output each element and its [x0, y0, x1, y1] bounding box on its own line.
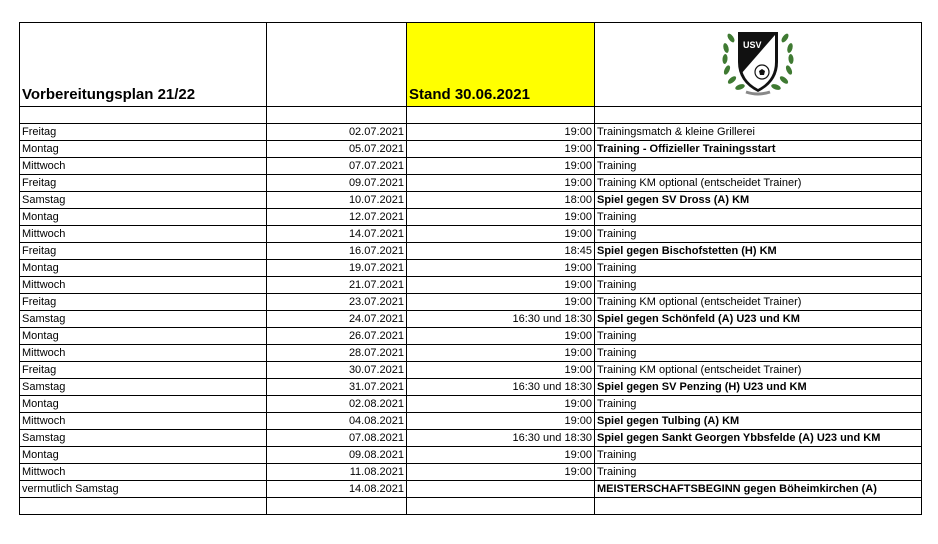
day-cell: Montag — [20, 260, 267, 277]
blank-cell — [595, 498, 922, 515]
table-row — [20, 362, 922, 379]
date-cell: 14.08.2021 — [267, 481, 407, 498]
club-logo-icon — [718, 24, 798, 100]
event-cell: Trainingsmatch & kleine Grillerei — [595, 124, 922, 141]
date-cell: 23.07.2021 — [267, 294, 407, 311]
event-cell: Training KM optional (entscheidet Trainer) — [595, 175, 922, 192]
table-row — [20, 192, 922, 209]
date-cell: 19.07.2021 — [267, 260, 407, 277]
day-cell: Freitag — [20, 362, 267, 379]
event-cell: Training — [595, 209, 922, 226]
event-cell: Spiel gegen SV Penzing (H) U23 und KM — [595, 379, 922, 396]
event-cell: Training - Offizieller Trainingsstart — [595, 141, 922, 158]
table-row — [20, 260, 922, 277]
plan-title: Vorbereitungsplan 21/22 — [20, 23, 267, 107]
date-cell: 28.07.2021 — [267, 345, 407, 362]
time-cell: 19:00 — [407, 362, 595, 379]
day-cell: Samstag — [20, 430, 267, 447]
day-cell: Mittwoch — [20, 158, 267, 175]
event-cell: MEISTERSCHAFTSBEGINN gegen Böheimkirchen (A) — [595, 481, 922, 498]
time-cell: 16:30 und 18:30 — [407, 311, 595, 328]
time-cell: 19:00 — [407, 124, 595, 141]
table-row — [20, 413, 922, 430]
date-cell: 09.08.2021 — [267, 447, 407, 464]
time-cell: 16:30 und 18:30 — [407, 379, 595, 396]
schedule-table — [19, 22, 922, 515]
date-cell: 21.07.2021 — [267, 277, 407, 294]
day-cell: Mittwoch — [20, 345, 267, 362]
svg-text:USV: USV — [743, 39, 762, 50]
blank-cell — [20, 107, 267, 124]
table-row — [20, 277, 922, 294]
header-empty-cell — [267, 23, 407, 107]
table-row — [20, 209, 922, 226]
event-cell: Training — [595, 396, 922, 413]
blank-cell — [267, 498, 407, 515]
day-cell: Samstag — [20, 192, 267, 209]
table-row — [20, 311, 922, 328]
time-cell: 19:00 — [407, 141, 595, 158]
time-cell: 19:00 — [407, 328, 595, 345]
date-cell: 30.07.2021 — [267, 362, 407, 379]
table-row — [20, 124, 922, 141]
event-cell: Training — [595, 345, 922, 362]
date-cell: 24.07.2021 — [267, 311, 407, 328]
table-row — [20, 141, 922, 158]
time-cell: 19:00 — [407, 464, 595, 481]
event-cell: Spiel gegen SV Dross (A) KM — [595, 192, 922, 209]
day-cell: Samstag — [20, 379, 267, 396]
day-cell: Montag — [20, 328, 267, 345]
day-cell: Mittwoch — [20, 464, 267, 481]
blank-cell — [407, 498, 595, 515]
stand-date: Stand 30.06.2021 — [407, 23, 595, 107]
time-cell: 19:00 — [407, 226, 595, 243]
event-cell: Training — [595, 277, 922, 294]
date-cell: 14.07.2021 — [267, 226, 407, 243]
day-cell: Samstag — [20, 311, 267, 328]
table-row — [20, 328, 922, 345]
time-cell: 19:00 — [407, 447, 595, 464]
header-row — [20, 23, 922, 107]
event-cell: Training KM optional (entscheidet Trainer) — [595, 294, 922, 311]
event-cell: Training KM optional (entscheidet Trainer) — [595, 362, 922, 379]
blank-cell — [267, 107, 407, 124]
table-row — [20, 464, 922, 481]
time-cell: 19:00 — [407, 209, 595, 226]
day-cell: Montag — [20, 209, 267, 226]
table-row — [20, 396, 922, 413]
blank-cell — [407, 107, 595, 124]
table-row — [20, 294, 922, 311]
table-row — [20, 175, 922, 192]
event-cell: Training — [595, 464, 922, 481]
table-row — [20, 447, 922, 464]
time-cell: 19:00 — [407, 413, 595, 430]
date-cell: 10.07.2021 — [267, 192, 407, 209]
day-cell: Freitag — [20, 175, 267, 192]
date-cell: 02.08.2021 — [267, 396, 407, 413]
event-cell: Spiel gegen Sankt Georgen Ybbsfelde (A) U23 und KM — [595, 430, 922, 447]
day-cell: Freitag — [20, 124, 267, 141]
table-row — [20, 379, 922, 396]
time-cell: 19:00 — [407, 345, 595, 362]
day-cell: Montag — [20, 141, 267, 158]
blank-cell — [20, 498, 267, 515]
day-cell: Mittwoch — [20, 413, 267, 430]
event-cell: Training — [595, 226, 922, 243]
event-cell: Spiel gegen Bischofstetten (H) KM — [595, 243, 922, 260]
date-cell: 26.07.2021 — [267, 328, 407, 345]
day-cell: Montag — [20, 447, 267, 464]
date-cell: 05.07.2021 — [267, 141, 407, 158]
time-cell: 19:00 — [407, 294, 595, 311]
day-cell: Mittwoch — [20, 226, 267, 243]
spacer-row — [20, 107, 922, 124]
date-cell: 12.07.2021 — [267, 209, 407, 226]
time-cell: 19:00 — [407, 396, 595, 413]
table-row — [20, 158, 922, 175]
event-cell: Training — [595, 260, 922, 277]
club-logo-cell — [595, 23, 922, 107]
table-row — [20, 345, 922, 362]
time-cell: 19:00 — [407, 175, 595, 192]
time-cell: 19:00 — [407, 260, 595, 277]
event-cell: Training — [595, 447, 922, 464]
day-cell: Freitag — [20, 243, 267, 260]
date-cell: 02.07.2021 — [267, 124, 407, 141]
date-cell: 07.07.2021 — [267, 158, 407, 175]
table-row — [20, 226, 922, 243]
time-cell: 16:30 und 18:30 — [407, 430, 595, 447]
date-cell: 04.08.2021 — [267, 413, 407, 430]
day-cell: Mittwoch — [20, 277, 267, 294]
blank-cell — [595, 107, 922, 124]
day-cell: Montag — [20, 396, 267, 413]
event-cell: Spiel gegen Tulbing (A) KM — [595, 413, 922, 430]
date-cell: 11.08.2021 — [267, 464, 407, 481]
day-cell: vermutlich Samstag — [20, 481, 267, 498]
table-row — [20, 481, 922, 498]
time-cell: 18:45 — [407, 243, 595, 260]
time-cell: 19:00 — [407, 277, 595, 294]
table-row — [20, 430, 922, 447]
spacer-row — [20, 498, 922, 515]
date-cell: 16.07.2021 — [267, 243, 407, 260]
event-cell: Spiel gegen Schönfeld (A) U23 und KM — [595, 311, 922, 328]
event-cell: Training — [595, 328, 922, 345]
time-cell: 18:00 — [407, 192, 595, 209]
time-cell — [407, 481, 595, 498]
table-row — [20, 243, 922, 260]
date-cell: 09.07.2021 — [267, 175, 407, 192]
event-cell: Training — [595, 158, 922, 175]
date-cell: 31.07.2021 — [267, 379, 407, 396]
date-cell: 07.08.2021 — [267, 430, 407, 447]
time-cell: 19:00 — [407, 158, 595, 175]
day-cell: Freitag — [20, 294, 267, 311]
